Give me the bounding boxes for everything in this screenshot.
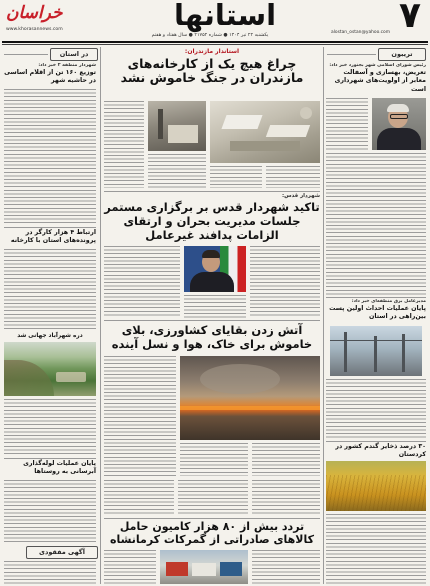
body-text-lines <box>326 153 426 295</box>
body-text-lines <box>252 443 320 476</box>
page-number: ۷ <box>399 0 421 36</box>
power-station-photo <box>330 326 422 376</box>
factory-tank <box>300 107 312 119</box>
pylon <box>374 336 377 372</box>
factory-chimney <box>158 109 163 139</box>
factory-hall <box>221 115 262 129</box>
story-divider <box>326 297 426 298</box>
body-text-lines <box>4 89 96 225</box>
smoke-cloud <box>200 364 280 394</box>
person-suit <box>190 272 234 292</box>
body-text-lines <box>104 550 156 584</box>
valley-photo <box>4 342 96 396</box>
person-suit <box>377 128 421 150</box>
story-headline: آتش زدن بقایای کشاورزی، بلای خاموش برای خاک، هوا و نسل آینده <box>111 323 313 351</box>
valley-slope <box>4 360 54 396</box>
story-kicker: شهردار منطقه ۲ خبر داد: <box>38 63 96 68</box>
body-text-lines <box>326 98 368 150</box>
person-hair <box>387 104 409 112</box>
section-rule <box>327 54 376 55</box>
body-text-lines <box>4 399 96 456</box>
story-kicker: مدیرعامل برق منطقه‌ای خبر داد: <box>351 299 426 304</box>
valley-village <box>56 372 86 382</box>
factory-hall <box>266 125 310 137</box>
story-divider <box>104 320 320 321</box>
story-divider <box>4 227 96 228</box>
body-text-lines <box>104 356 176 476</box>
column-divider <box>323 47 324 584</box>
photo-caption: دره شهرآباد جهانی شد <box>17 333 83 339</box>
section-label: تریبون <box>378 48 426 61</box>
factory-building <box>168 125 198 143</box>
body-text-lines <box>104 246 180 318</box>
notice-label: آگهی مفقودی <box>26 546 98 559</box>
section-rule <box>4 54 48 55</box>
factory-aerial-photo <box>210 101 320 163</box>
person-hair <box>202 250 220 258</box>
burning-field-photo <box>180 356 320 440</box>
body-text-lines <box>210 166 262 188</box>
truck <box>220 562 242 576</box>
council-head-portrait-photo <box>372 98 426 150</box>
story-divider <box>4 458 96 459</box>
truck <box>192 563 216 576</box>
story-headline: ۳۰ درصد ذخایر گندم کشور در کردستان <box>335 443 426 459</box>
body-text-lines <box>4 249 96 329</box>
body-text-lines <box>250 246 320 318</box>
lead-headline: چراغ هیچ یک از کارخانه‌های مازندران در جنگ خاموش نشد <box>120 56 304 85</box>
body-text-lines <box>178 480 248 516</box>
masthead-rule-thin <box>2 44 428 45</box>
body-text-lines <box>252 550 320 584</box>
pylon <box>344 332 347 372</box>
website-address: www.khorasannews.com <box>6 27 63 32</box>
trucks-photo <box>160 550 248 584</box>
body-text-lines <box>148 154 206 188</box>
mayor-portrait-photo <box>184 246 246 292</box>
newspaper-logo: خراسان <box>6 3 63 23</box>
body-text-lines <box>252 480 320 516</box>
dateline: یکشنبه ۲۲ تیر ۱۴۰۴ ● شماره ۲۱۷۵۲ ● سال هفتاد و هفتم <box>151 33 269 38</box>
body-text-lines <box>184 295 246 318</box>
story-kicker: رئیس شورای اسلامی شهر بجنورد خبر داد: <box>329 63 426 68</box>
body-text-lines <box>4 561 96 584</box>
story-divider <box>104 518 320 519</box>
story-headline: توزیع ۱۶۰ تن از اقلام اساسی در حاشیه شهر <box>4 69 96 85</box>
story-headline: ارتباط ۴ هزار کارگر در پرونده‌های استان با کارخانه <box>10 229 96 245</box>
body-text-lines <box>104 101 144 188</box>
story-headline: تردد بیش از ۸۰ هزار کامیون حامل کالاهای صادراتی از گمرکات کرمانشاه <box>109 520 315 546</box>
story-headline: پایان عملیات احداث اولین پست بین‌راهی در استان <box>329 305 426 321</box>
story-headline: پایان عملیات لوله‌گذاری آبرسانی به روستاها <box>23 460 96 476</box>
story-kicker: شهردار قدس: <box>281 193 320 199</box>
story-headline: تاکید شهردار قدس بر برگزاری مستمر جلسات مدیریت بحران و ارتقای الزامات پدافند غیرعامل <box>104 200 320 242</box>
body-text-lines <box>326 514 426 584</box>
wheat-texture <box>326 475 426 511</box>
story-divider <box>326 441 426 442</box>
power-line <box>330 340 422 341</box>
body-text-lines <box>326 379 426 439</box>
glasses-icon <box>390 114 408 119</box>
body-text-lines <box>266 166 320 188</box>
factory-yard <box>230 141 300 151</box>
wheat-field-photo <box>326 461 426 511</box>
page-title: استانها <box>173 0 277 32</box>
column-divider <box>100 47 101 584</box>
factory-site-photo <box>148 101 206 151</box>
body-text-lines <box>4 480 96 542</box>
body-text-lines <box>104 480 174 516</box>
story-headline: تعریض، بهسازی و آسفالت معابر از اولویت‌های شهرداری است <box>334 69 426 93</box>
lead-kicker: استاندار مازندران: <box>184 48 240 55</box>
section-label: در استان <box>50 48 98 61</box>
masthead-rule <box>2 41 428 43</box>
truck <box>166 562 188 576</box>
fire-line <box>180 406 320 410</box>
story-divider <box>104 191 320 192</box>
contact-email: alostan_ostan@yahoo.com <box>331 30 390 35</box>
body-text-lines <box>180 443 248 476</box>
